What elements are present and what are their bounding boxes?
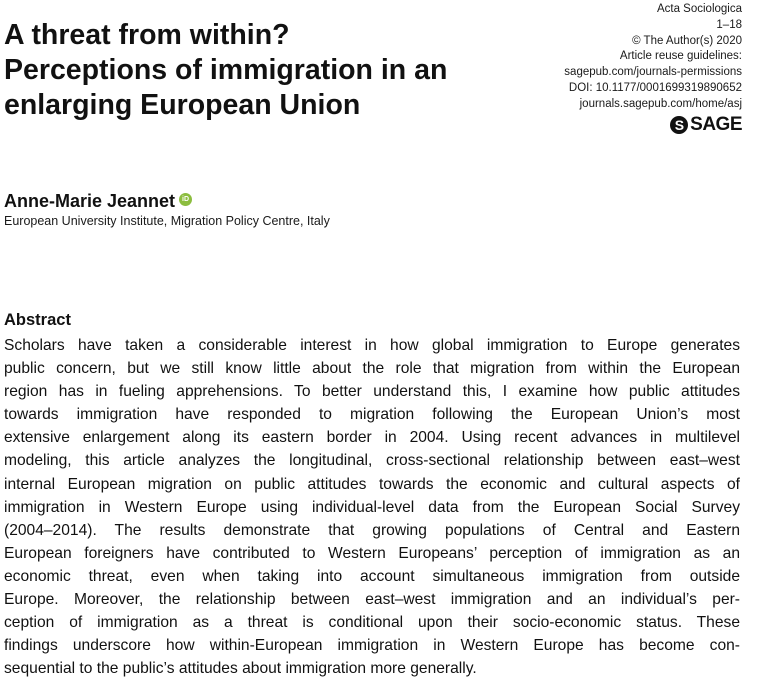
abstract-text [4,334,740,680]
abstract-line: public concern, but we still know little about the role that migration from within the European [4,360,740,378]
copyright-notice: © The Author(s) 2020 [632,34,742,47]
author-name: Anne-Marie Jeannet [4,191,176,211]
abstract-line: internal European migration on public attitudes towards the economic and cultural aspects of [4,475,740,493]
title-line: Perceptions of immigration in an [4,54,448,86]
abstract-line: Europe. Moreover, the relationship between east–west immigration and an individual’s per- [4,591,740,609]
abstract-line: modeling, this article analyzes the longitudinal, cross-sectional relationship between east–west [4,452,740,470]
doi[interactable]: DOI: 10.1177/0001699319890652 [568,81,742,94]
sage-logo-text: SAGE [690,113,742,135]
abstract-line: extensive enlargement along its eastern border in 2004. Using recent advances in multilevel [4,429,740,447]
page-range: 1–18 [716,18,742,31]
journal-home-link[interactable]: journals.sagepub.com/home/asj [579,97,742,110]
sage-logo [670,113,742,135]
abstract-line: sequential to the public’s attitudes about immigration more generally. [4,660,477,678]
article-title [4,18,524,123]
author-row [4,191,192,212]
abstract-line: region has in fueling apprehensions. To better understand this, I examine how public attitudes [4,383,740,401]
abstract-line: findings underscore how within-European immigration in Western Europe has become con- [4,637,740,655]
journal-name: Acta Sociologica [656,3,742,15]
abstract-line: immigration in Western Europe using individual-level data from the European Social Survey [4,498,740,516]
reuse-label: Article reuse guidelines: [619,50,742,63]
abstract-line: Scholars have taken a considerable interest in how global immigration to Europe generates [4,337,740,354]
title-line: enlarging European Union [4,89,361,121]
sage-logo-icon: S [670,116,688,134]
title-line: A threat from within? [4,19,290,51]
journal-meta [564,2,742,135]
reuse-link[interactable]: sagepub.com/journals-permissions [564,66,742,79]
orcid-icon[interactable]: iD [179,193,192,206]
abstract-line: (2004–2014). The results demonstrate that growing populations of Central and Eastern [4,521,740,539]
author-affiliation: European University Institute, Migration Policy Centre, Italy [4,214,330,228]
abstract-line: European foreigners have contributed to Western Europeans’ perception of immigration as an [4,544,740,562]
abstract-line: towards immigration have responded to migration following the European Union’s most [4,406,740,424]
abstract-line: economic threat, even when taking into account simultaneous immigration from outside [4,567,740,585]
abstract-heading: Abstract [4,311,71,329]
abstract-line: ception of immigration as a threat is conditional upon their socio-economic status. These [4,614,740,632]
